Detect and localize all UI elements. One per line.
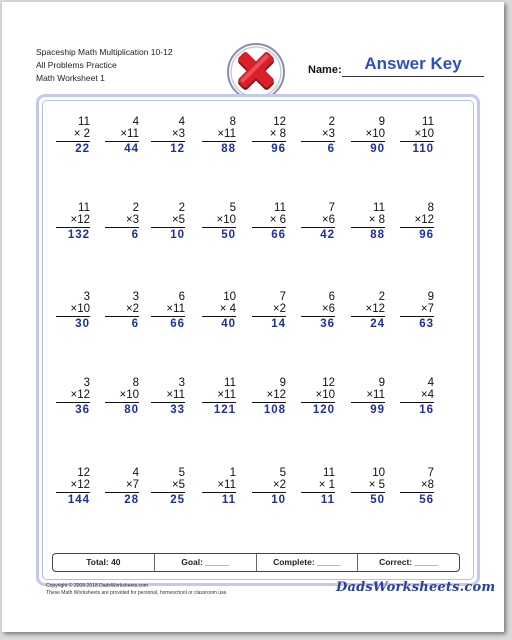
name-line — [342, 76, 484, 77]
multiplier: ×6 — [321, 214, 335, 226]
problem — [105, 377, 139, 417]
problem — [202, 467, 236, 507]
problem — [105, 291, 139, 331]
problem — [151, 467, 185, 507]
answer: 44 — [124, 143, 139, 155]
multiplicand: 2 — [378, 291, 385, 303]
multiplicand: 4 — [178, 116, 185, 128]
multiplicand: 9 — [279, 377, 286, 389]
answer: 6 — [131, 318, 139, 330]
multiplier: ×12 — [70, 214, 90, 226]
multiplier: × 8 — [368, 214, 385, 226]
problem — [105, 116, 139, 156]
multiplicand: 10 — [223, 291, 236, 303]
problem — [151, 291, 185, 331]
problem — [351, 202, 385, 242]
answer: 66 — [170, 318, 185, 330]
multiplicand: 2 — [132, 202, 139, 214]
multiplier: ×4 — [420, 389, 434, 401]
multiplicand: 12 — [273, 116, 286, 128]
multiplier: ×12 — [70, 479, 90, 491]
problem-frame — [36, 94, 480, 586]
answer: 132 — [67, 229, 90, 241]
answer: 42 — [320, 229, 335, 241]
multiplier: ×11 — [120, 128, 139, 140]
problem — [400, 467, 434, 507]
goal-cell: Goal: _____ — [154, 554, 256, 571]
copyright-line: Copyright © 2008-2018 DadsWorksheets.com — [46, 583, 148, 589]
problem — [56, 291, 90, 331]
multiplier: ×5 — [171, 479, 185, 491]
site-logo[interactable]: DadsWorksheets.com — [336, 580, 496, 595]
multiplier: ×12 — [414, 214, 434, 226]
answer: 33 — [170, 404, 185, 416]
problem — [105, 202, 139, 242]
problem — [151, 116, 185, 156]
multiplier: ×10 — [315, 389, 335, 401]
multiplicand: 12 — [77, 467, 90, 479]
multiplier: ×12 — [365, 303, 385, 315]
answer: 90 — [370, 143, 385, 155]
multiplicand: 11 — [224, 377, 236, 389]
multiplier: × 4 — [219, 303, 236, 315]
answer: 144 — [67, 494, 90, 506]
multiplicand: 8 — [229, 116, 236, 128]
multiplier: ×12 — [266, 389, 286, 401]
answer: 40 — [221, 318, 236, 330]
multiplicand: 12 — [322, 377, 335, 389]
multiplier: ×10 — [365, 128, 385, 140]
multiplier: ×10 — [119, 389, 139, 401]
problem — [202, 116, 236, 156]
problem — [400, 116, 434, 156]
multiplicand: 3 — [178, 377, 185, 389]
multiplier: × 6 — [269, 214, 286, 226]
multiplier: ×2 — [272, 479, 286, 491]
multiplier: × 1 — [318, 479, 335, 491]
problem — [151, 377, 185, 417]
multiplier: × 8 — [269, 128, 286, 140]
multiplicand: 3 — [83, 291, 90, 303]
multiplicand: 1 — [229, 467, 236, 479]
score-bar — [52, 553, 460, 572]
multiplier: ×10 — [70, 303, 90, 315]
answer: 50 — [370, 494, 385, 506]
multiplier: ×2 — [125, 303, 139, 315]
complete-cell: Complete: _____ — [256, 554, 358, 571]
worksheet-page — [2, 2, 504, 632]
multiplicand: 5 — [178, 467, 185, 479]
multiplicand: 9 — [378, 116, 385, 128]
problem — [351, 291, 385, 331]
answer: 88 — [221, 143, 236, 155]
problem — [301, 291, 335, 331]
multiplicand: 11 — [373, 202, 385, 214]
answer: 10 — [170, 229, 185, 241]
problem — [202, 377, 236, 417]
multiplier: ×11 — [166, 303, 185, 315]
problem — [252, 202, 286, 242]
multiplicand: 7 — [328, 202, 335, 214]
answer: 96 — [271, 143, 286, 155]
multiplicand: 2 — [178, 202, 185, 214]
problem — [351, 116, 385, 156]
problem — [202, 291, 236, 331]
multiplicand: 4 — [132, 116, 139, 128]
multiplicand: 2 — [328, 116, 335, 128]
answer: 110 — [412, 143, 434, 155]
multiplicand: 11 — [323, 467, 335, 479]
multiplicand: 8 — [132, 377, 139, 389]
multiplier: ×3 — [321, 128, 335, 140]
multiplier: × 2 — [73, 128, 90, 140]
multiplicand: 3 — [83, 377, 90, 389]
problem — [151, 202, 185, 242]
multiplier: ×5 — [171, 214, 185, 226]
answer: 66 — [271, 229, 286, 241]
multiplier: ×11 — [166, 389, 185, 401]
copyright — [46, 583, 228, 596]
multiplicand: 7 — [427, 467, 434, 479]
answer: 36 — [75, 404, 90, 416]
problem — [301, 116, 335, 156]
multiplier: ×11 — [217, 389, 236, 401]
answer: 25 — [170, 494, 185, 506]
multiplier: ×10 — [414, 128, 434, 140]
answer: 121 — [213, 404, 236, 416]
problem — [252, 467, 286, 507]
answer: 10 — [271, 494, 286, 506]
multiplicand: 6 — [178, 291, 185, 303]
multiplicand: 6 — [328, 291, 335, 303]
answer: 6 — [327, 143, 335, 155]
answer: 88 — [370, 229, 385, 241]
problem — [301, 377, 335, 417]
multiplicand: 7 — [279, 291, 286, 303]
multiplier: ×11 — [217, 479, 236, 491]
multiplier: × 5 — [368, 479, 385, 491]
problem — [400, 291, 434, 331]
problem — [56, 202, 90, 242]
answer: 11 — [221, 494, 236, 506]
answer: 16 — [419, 404, 434, 416]
answer: 12 — [170, 143, 185, 155]
correct-cell: Correct: _____ — [357, 554, 459, 571]
worksheet-header — [36, 46, 173, 85]
answer: 30 — [75, 318, 90, 330]
answer-key-label: Answer Key — [364, 54, 462, 73]
problem — [400, 377, 434, 417]
answer: 96 — [419, 229, 434, 241]
answer: 28 — [124, 494, 139, 506]
problem — [301, 202, 335, 242]
answer: 36 — [320, 318, 335, 330]
problem — [252, 291, 286, 331]
problem — [56, 116, 90, 156]
worksheet-number: Math Worksheet 1 — [36, 73, 105, 83]
answer: 50 — [221, 229, 236, 241]
multiplier: ×10 — [216, 214, 236, 226]
worksheet-title: Spaceship Math Multiplication 10-12 — [36, 47, 173, 57]
usage-line: These Math Worksheets are provided for personal, homeschool or classroom use. — [46, 589, 228, 596]
multiplier: ×3 — [171, 128, 185, 140]
name-label: Name: — [308, 64, 342, 76]
answer: 14 — [271, 318, 286, 330]
answer: 63 — [419, 318, 434, 330]
multiplier: ×12 — [70, 389, 90, 401]
multiplicand: 3 — [132, 291, 139, 303]
multiplier: ×7 — [420, 303, 434, 315]
answer: 11 — [320, 494, 335, 506]
multiplier: ×6 — [321, 303, 335, 315]
problem — [105, 467, 139, 507]
problem — [400, 202, 434, 242]
answer: 22 — [75, 143, 90, 155]
problem — [56, 467, 90, 507]
problem — [252, 377, 286, 417]
multiplicand: 11 — [78, 202, 90, 214]
answer: 108 — [263, 404, 286, 416]
multiplier: ×7 — [125, 479, 139, 491]
problem — [301, 467, 335, 507]
multiplicand: 5 — [279, 467, 286, 479]
answer: 24 — [370, 318, 385, 330]
answer: 80 — [124, 404, 139, 416]
answer: 120 — [312, 404, 335, 416]
multiplicand: 9 — [427, 291, 434, 303]
problem — [56, 377, 90, 417]
multiplicand: 10 — [372, 467, 385, 479]
multiplicand: 5 — [229, 202, 236, 214]
multiplicand: 9 — [378, 377, 385, 389]
answer: 99 — [370, 404, 385, 416]
multiplier: ×8 — [420, 479, 434, 491]
multiplicand: 8 — [427, 202, 434, 214]
problem — [351, 467, 385, 507]
multiplicand: 4 — [427, 377, 434, 389]
problem — [252, 116, 286, 156]
multiplier: ×3 — [125, 214, 139, 226]
multiplicand: 11 — [422, 116, 434, 128]
answer: 6 — [131, 229, 139, 241]
multiplier: ×2 — [272, 303, 286, 315]
multiplicand: 11 — [78, 116, 90, 128]
multiplier: ×11 — [366, 389, 385, 401]
multiplicand: 11 — [274, 202, 286, 214]
worksheet-subtitle: All Problems Practice — [36, 60, 117, 70]
multiplier: ×11 — [217, 128, 236, 140]
problem — [351, 377, 385, 417]
answer: 56 — [419, 494, 434, 506]
problem — [202, 202, 236, 242]
total-cell: Total: 40 — [86, 557, 121, 567]
problem-frame-inner — [42, 100, 474, 580]
multiplicand: 4 — [132, 467, 139, 479]
